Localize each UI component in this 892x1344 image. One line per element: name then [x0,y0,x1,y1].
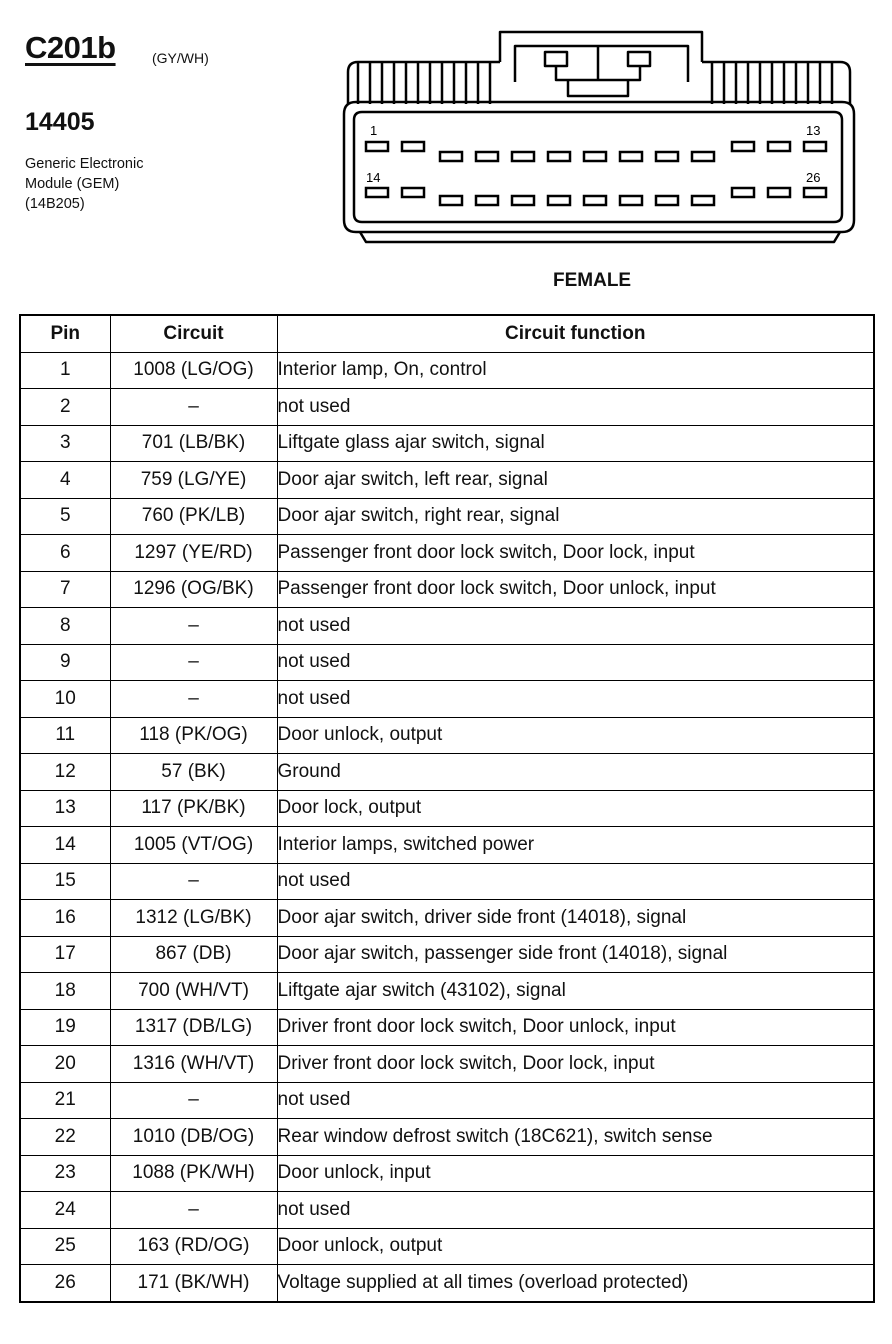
circuit-function-cell: not used [277,389,874,426]
circuit-cell: – [110,1082,277,1119]
circuit-function-cell: not used [277,681,874,718]
pin-cell: 19 [20,1009,110,1046]
module-name-line: Module (GEM) [25,176,120,192]
table-row [20,1192,874,1229]
pin-cell: 4 [20,462,110,499]
table-row [20,900,874,937]
circuit-cell: 700 (WH/VT) [110,973,277,1010]
table-row [20,754,874,791]
table-row [20,571,874,608]
pin-cell: 21 [20,1082,110,1119]
circuit-function-cell: not used [277,1192,874,1229]
circuit-cell: 1005 (VT/OG) [110,827,277,864]
circuit-function-cell: Liftgate ajar switch (43102), signal [277,973,874,1010]
pin-label-1: 1 [370,123,378,138]
header-circuit: Circuit [110,315,277,352]
pin-label-14: 14 [366,170,381,185]
table-row [20,1009,874,1046]
table-row [20,535,874,572]
pin-label-13: 13 [806,123,821,138]
pin-cell: 8 [20,608,110,645]
pin-cell: 13 [20,790,110,827]
circuit-cell: – [110,681,277,718]
circuit-cell: – [110,608,277,645]
circuit-function-cell: Door ajar switch, right rear, signal [277,498,874,535]
table-row [20,425,874,462]
table-row [20,863,874,900]
circuit-function-cell: Voltage supplied at all times (overload protected) [277,1265,874,1302]
table-row [20,498,874,535]
circuit-cell: 867 (DB) [110,936,277,973]
table-row [20,462,874,499]
circuit-function-cell: Door ajar switch, passenger side front (14018), signal [277,936,874,973]
circuit-cell: 171 (BK/WH) [110,1265,277,1302]
table-row [20,973,874,1010]
circuit-cell: 1312 (LG/BK) [110,900,277,937]
pin-cell: 16 [20,900,110,937]
circuit-function-cell: Door unlock, output [277,717,874,754]
circuit-cell: – [110,1192,277,1229]
circuit-function-cell: Liftgate glass ajar switch, signal [277,425,874,462]
pin-cell: 26 [20,1265,110,1302]
pin-cell: 10 [20,681,110,718]
circuit-cell: 1297 (YE/RD) [110,535,277,572]
circuit-cell: 1317 (DB/LG) [110,1009,277,1046]
pin-cell: 23 [20,1155,110,1192]
pin-cell: 18 [20,973,110,1010]
pin-cell: 14 [20,827,110,864]
table-row [20,717,874,754]
table-row [20,1046,874,1083]
circuit-function-cell: Passenger front door lock switch, Door unlock, input [277,571,874,608]
circuit-function-cell: Door unlock, input [277,1155,874,1192]
pin-cell: 5 [20,498,110,535]
table-row [20,1082,874,1119]
table-row [20,936,874,973]
circuit-cell: 759 (LG/YE) [110,462,277,499]
circuit-function-cell: not used [277,608,874,645]
circuit-cell: 1088 (PK/WH) [110,1155,277,1192]
table-row [20,1155,874,1192]
pin-cell: 11 [20,717,110,754]
circuit-cell: 57 (BK) [110,754,277,791]
header-pin: Pin [20,315,110,352]
connector-gender-label: FEMALE [553,270,632,291]
table-row [20,352,874,389]
circuit-function-cell: Driver front door lock switch, Door lock, input [277,1046,874,1083]
header-circuit-function: Circuit function [277,315,874,352]
table-row [20,827,874,864]
circuit-function-cell: Door ajar switch, left rear, signal [277,462,874,499]
circuit-cell: 1296 (OG/BK) [110,571,277,608]
connector-face-diagram [340,24,860,254]
circuit-cell: 1010 (DB/OG) [110,1119,277,1156]
table-row [20,790,874,827]
pin-cell: 24 [20,1192,110,1229]
circuit-function-cell: Door lock, output [277,790,874,827]
pin-cell: 12 [20,754,110,791]
pin-cell: 15 [20,863,110,900]
circuit-cell: 701 (LB/BK) [110,425,277,462]
connector-id: C201b [25,30,116,65]
circuit-function-cell: Ground [277,754,874,791]
circuit-function-cell: Interior lamps, switched power [277,827,874,864]
circuit-cell: 1316 (WH/VT) [110,1046,277,1083]
pin-cell: 7 [20,571,110,608]
circuit-function-cell: Rear window defrost switch (18C621), switch sense [277,1119,874,1156]
circuit-cell: 1008 (LG/OG) [110,352,277,389]
part-number: 14405 [25,108,95,136]
pin-cell: 25 [20,1228,110,1265]
circuit-cell: – [110,863,277,900]
table-row [20,1228,874,1265]
table-row [20,1119,874,1156]
circuit-function-cell: not used [277,644,874,681]
circuit-cell: – [110,644,277,681]
circuit-cell: 118 (PK/OG) [110,717,277,754]
circuit-cell: 163 (RD/OG) [110,1228,277,1265]
table-row [20,644,874,681]
circuit-function-cell: Interior lamp, On, control [277,352,874,389]
pin-cell: 2 [20,389,110,426]
table-row [20,681,874,718]
module-name-line: Generic Electronic [25,156,144,172]
table-row [20,608,874,645]
circuit-function-cell: Passenger front door lock switch, Door lock, input [277,535,874,572]
pin-cell: 22 [20,1119,110,1156]
circuit-function-cell: not used [277,1082,874,1119]
pin-cell: 17 [20,936,110,973]
pin-label-26: 26 [806,170,821,185]
circuit-function-cell: Driver front door lock switch, Door unlock, input [277,1009,874,1046]
pin-cell: 9 [20,644,110,681]
table-row [20,389,874,426]
pin-cell: 3 [20,425,110,462]
circuit-cell: 760 (PK/LB) [110,498,277,535]
module-name [25,154,143,214]
pin-cell: 6 [20,535,110,572]
circuit-function-cell: Door ajar switch, driver side front (14018), signal [277,900,874,937]
pinout-table [19,314,875,1303]
circuit-cell: – [110,389,277,426]
pin-cell: 1 [20,352,110,389]
pin-cell: 20 [20,1046,110,1083]
circuit-function-cell: not used [277,863,874,900]
circuit-function-cell: Door unlock, output [277,1228,874,1265]
wire-color: (GY/WH) [152,50,209,66]
module-name-line: (14B205) [25,196,85,212]
table-row [20,1265,874,1302]
table-header-row [20,315,874,352]
circuit-cell: 117 (PK/BK) [110,790,277,827]
